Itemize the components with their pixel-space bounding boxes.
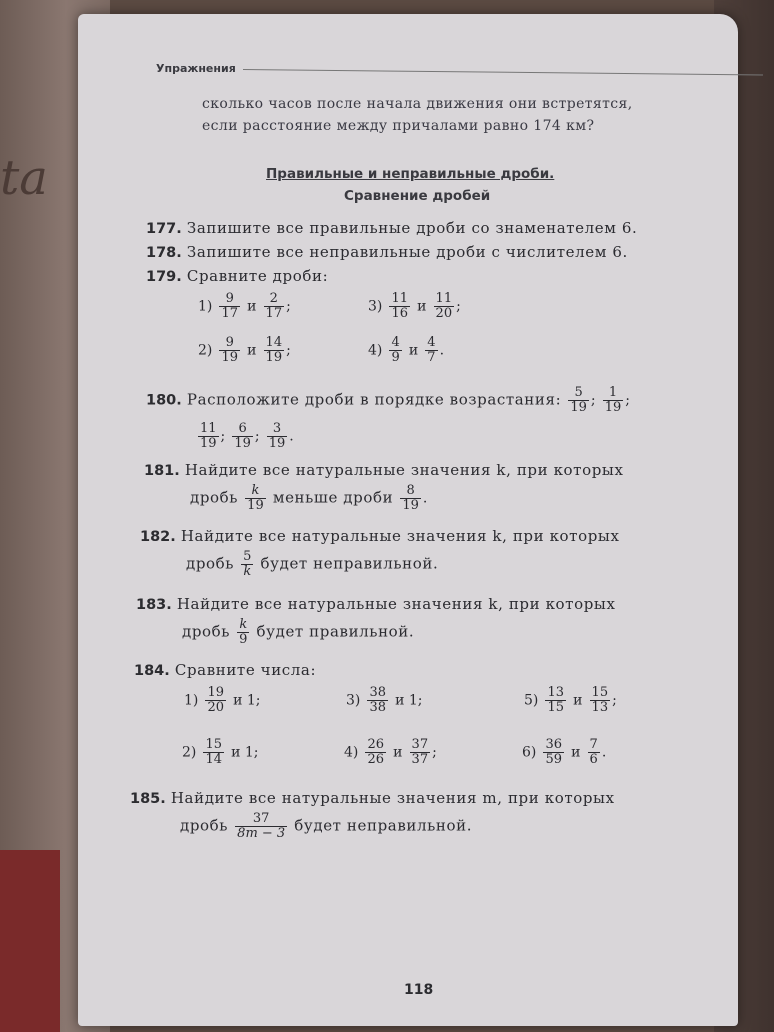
exercise-text: Сравните числа: [174,661,317,679]
fraction: $\frac{9}{17}$ [221,291,239,321]
exercise-text: Запишите все правильные дроби со знаменателем 6. [186,219,638,237]
fraction: $\frac{1}{19}$ [604,385,622,415]
exercise-184-item-1: 1) $\frac{19}{20}$ и 1; [184,685,261,715]
fraction: $\frac{37}{8m - 3}$ [237,811,286,841]
running-title: Упражнения [156,62,236,75]
fraction: $\frac{9}{19}$ [221,335,239,365]
exercise-185 [130,788,615,807]
exercise-182-line-2: дробь $\frac{5}{k}$ будет неправильной. [186,549,439,579]
exercise-178 [146,242,628,261]
item-label: 3) [346,692,361,709]
exercise-text: Найдите все натуральные значения k, при которых [180,527,620,545]
fraction: $\frac{5}{k}$ [243,549,252,579]
exercise-number: 181. [144,463,180,479]
fraction: $\frac{13}{15}$ [547,685,565,715]
fraction: $\frac{4}{9}$ [391,335,400,365]
exercise-number: 182. [140,529,176,545]
exercise-text: Сравните дроби: [186,267,329,285]
fraction: $\frac{11}{19}$ [200,421,217,451]
fraction: $\frac{11}{16}$ [391,291,409,321]
exercise-184-item-6: 6) $\frac{36}{59}$ и $\frac{7}{6}$ . [522,737,607,767]
exercise-184-item-5: 5) $\frac{13}{15}$ и $\frac{15}{13}$ ; [524,685,617,715]
exercise-text: Найдите все натуральные значения m, при которых [170,789,615,807]
page-number: 118 [404,982,434,998]
fraction: $\frac{11}{20}$ [435,291,453,321]
exercise-number: 178. [146,245,182,261]
fraction: $\frac{6}{19}$ [234,421,251,451]
fraction: $\frac{15}{13}$ [591,685,609,715]
fraction: $\frac{19}{20}$ [207,685,225,715]
exercise-text: Найдите все натуральные значения k, при которых [176,595,616,613]
exercise-179-item-3: 3) $\frac{11}{16}$ и $\frac{11}{20}$ ; [368,291,461,321]
exercise-184 [134,660,316,679]
previous-text-line-2: если расстояние между причалами равно 174 км? [202,118,595,134]
exercise-182 [140,526,620,545]
exercise-number: 180. [146,392,182,409]
fraction: $\frac{k}{9}$ [239,617,248,647]
exercise-181-line-2: дробь $\frac{k}{19}$ меньше дроби $\frac{8}{19}$ . [190,483,428,513]
fraction: $\frac{3}{19}$ [268,421,286,451]
exercise-185-line-2: дробь $\frac{37}{8m - 3}$ будет неправильной. [180,811,473,841]
fraction: $\frac{38}{38}$ [369,685,387,715]
item-label: 6) [522,744,537,761]
exercise-179-item-4: 4) $\frac{4}{9}$ и $\frac{4}{7}$ . [368,335,445,365]
item-label: 2) [182,744,197,761]
section-subtitle: Сравнение дробей [344,188,491,204]
exercise-number: 179. [146,269,182,285]
fraction: $\frac{8}{19}$ [402,483,419,513]
fraction: $\frac{15}{14}$ [205,737,223,767]
item-label: 3) [368,298,383,315]
item-label: 4) [344,744,359,761]
item-label: 4) [368,342,383,359]
and-word: и [247,298,257,315]
exercise-text: Расположите дроби в порядке возрастания: [186,390,562,409]
fraction: $\frac{5}{19}$ [570,385,587,415]
exercise-number: 185. [130,791,166,807]
fraction: $\frac{37}{37}$ [411,737,429,767]
background-decoration: ta [0,150,48,206]
and-word: и [408,342,419,359]
header-rule [243,69,763,75]
exercise-179-item-1: 1) $\frac{9}{17}$ и $\frac{2}{17}$ ; [198,291,291,321]
and-word: и [247,342,257,359]
exercise-text: Найдите все натуральные значения k, при которых [184,461,624,479]
exercise-179-item-2: 2) $\frac{9}{19}$ и $\frac{14}{19}$ ; [198,335,291,365]
exercise-183-line-2: дробь $\frac{k}{9}$ будет правильной. [182,617,415,647]
book-page [78,14,738,1026]
item-label: 1) [198,298,213,315]
exercise-180: 180. Расположите дроби в порядке возрастания: $\frac{5}{19}$ ; $\frac{1}{19}$ ; [146,385,630,415]
previous-text-line-1: сколько часов после начала движения они встретятся, [202,96,633,112]
background-red-object [0,850,60,1032]
and-word: и [417,298,427,315]
exercise-184-item-3: 3) $\frac{38}{38}$ и 1; [346,685,423,715]
fraction: $\frac{14}{19}$ [265,335,283,365]
fraction: $\frac{7}{6}$ [589,737,598,767]
exercise-number: 183. [136,597,172,613]
exercise-text: Запишите все неправильные дроби с числителем 6. [186,243,628,261]
fraction: $\frac{36}{59}$ [545,737,563,767]
item-label: 2) [198,342,213,359]
item-label: 1) [184,692,199,709]
exercise-181 [144,460,624,479]
section-title: Правильные и неправильные дроби. [266,166,555,182]
exercise-184-item-4: 4) $\frac{26}{26}$ и $\frac{37}{37}$ ; [344,737,437,767]
fraction: $\frac{2}{17}$ [265,291,283,321]
fraction: $\frac{4}{7}$ [427,335,436,365]
exercise-183 [136,594,616,613]
exercise-number: 177. [146,221,182,237]
exercise-180-line-2: $\frac{11}{19}$ ; $\frac{6}{19}$ ; $\frac{3}{19}$ . [200,421,294,451]
exercise-179 [146,266,328,285]
fraction: $\frac{26}{26}$ [367,737,385,767]
exercise-177 [146,218,637,237]
item-label: 5) [524,692,539,709]
fraction: $\frac{k}{19}$ [247,483,264,513]
exercise-184-item-2: 2) $\frac{15}{14}$ и 1; [182,737,259,767]
exercise-number: 184. [134,663,170,679]
